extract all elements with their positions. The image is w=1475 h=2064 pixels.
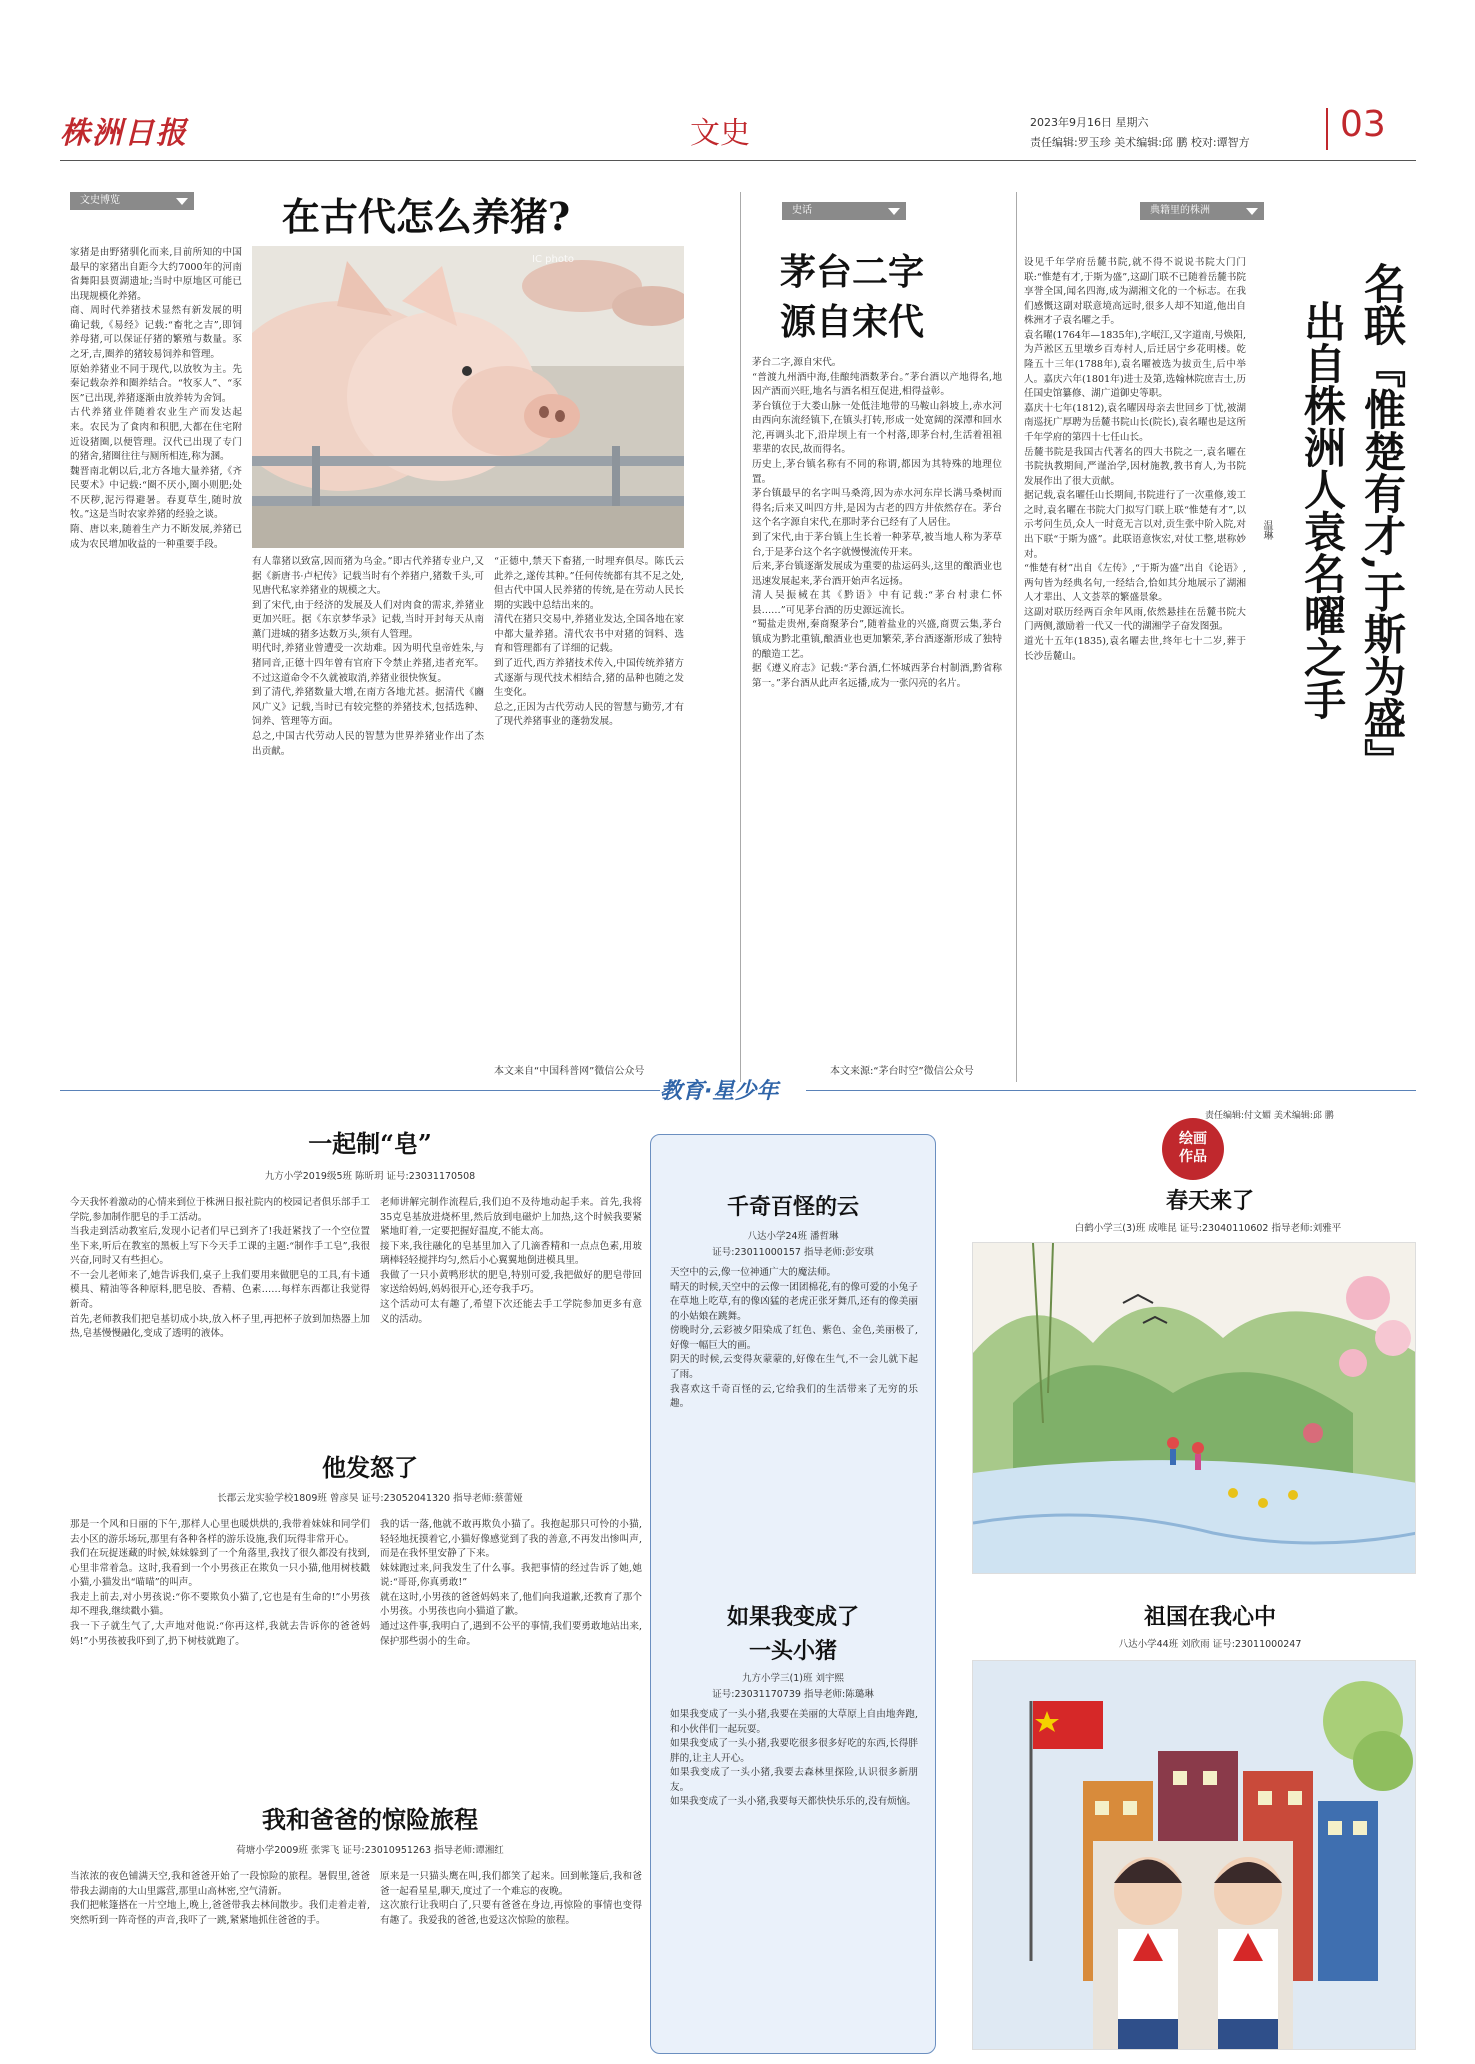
edu-brand [660,1074,800,1106]
trip-essay-col1: 当浓浓的夜色铺满天空,我和爸爸开始了一段惊险的旅程。暑假里,爸爸带我去湖南的大山里露营,那里山高林密,空气清新。 我们把帐篷搭在一片空地上,晚上,爸爸带我去林间散步。我们走着走着,突然听到一阵奇怪的声音,我吓了一跳,紧紧地抓住爸爸的手。 [70,1871,370,1926]
spring-art-byline: 白鹤小学三(3)班 成唯昆 证号:23040110602 指导老师:刘雅平 [1074,1223,1342,1234]
clouds-essay-body: 天空中的云,像一位神通广大的魔法师。 晴天的时候,天空中的云像一团团棉花,有的像可爱的小兔子在草地上吃草,有的像凶猛的老虎正张牙舞爪,还有的像美丽的小姑娘在跳舞。 傍晚时分,云彩被夕阳染成了红色、紫色、金色,美丽极了,好像一幅巨大的画。 阴天的时候,云变得灰蒙蒙的,好像在生气,不一会儿就下起了雨。 我喜欢这千奇百怪的云,它给我们的生活带来了无穷的乐趣。 [670,1267,918,1410]
yuan-title-col2: 出自株洲人袁名曜之手 [1298,300,1347,720]
section-tag-dianji [1140,202,1264,220]
column-divider-2 [1016,192,1017,1082]
header-editors: 责任编辑:罗玉珍 美术编辑:邱 鹏 校对:谭智方 [1030,136,1250,149]
masthead-logo-text: 株洲日报 [60,116,188,151]
pig-article-source: 本文来自“中国科普网”微信公众号 [494,1066,645,1077]
masthead-logo [60,108,230,151]
pig-article-col3: “正德中,禁天下畜猪,一时埋弃俱尽。陈氏云此养之,遂传其种。”任何传统都有其不足之处,但古代中国人民养猪的传统,是在劳动人民长期的实践中总结出来的。 清代在猪只交易中,养猪业发达,全国各地在家中都大量养猪。清代农书中对猪的饲料、选育和管理都有了详细的记载。 到了近代,西方养猪技术传入,中国传统养猪方式逐渐与现代技术相结合,猪的品种也随之发生变化。 总之,正因为古代劳动人民的智慧与勤劳,才有了现代养猪事业的蓬勃发展。 [494,556,684,728]
edu-rule-right [806,1090,1416,1091]
clouds-essay-byline1: 八达小学24班 潘哲琳 [747,1231,839,1242]
pig-article-col1: 家猪是由野猪驯化而来,目前所知的中国最早的家猪出自距今大约7000年的河南省舞阳县贾湖遗址;当时中原地区可能已出现规模化养猪。 商、周时代养猪技术显然有新发展的明确记载,《易经》记载:“畜牝之吉”,即饲养母猪,可以保证仔猪的繁殖与数量。豕之牙,吉,圈养的猪较易饲养和管理。 原始养猪业不同于现代,以放牧为主。先秦记载杂养和圈养结合。“牧豕人”、“豕医”已出现,养猪逐渐由放养转为舍饲。 古代养猪业伴随着农业生产而发达起来。农民为了食肉和积肥,大都在住宅附近设猪圈,以便管理。汉代已出现了专门的猪舍,猪圈往往与厕所相连,称为溷。 魏晋南北朝以后,北方各地大量养猪,《齐民要术》中记载:“圈不厌小,圈小则肥;处不厌秽,泥污得避暑。春夏草生,随时放牧。”这是当时农家养猪的经验之谈。 隋、唐以来,随着生产力不断发展,养猪已成为农民增加收益的一种重要手段。 [70,247,242,550]
clouds-essay-byline2: 证号:23011000157 指导老师:彭安琪 [712,1247,874,1258]
section-tag-wenshi [70,192,194,210]
trip-essay-byline: 荷塘小学2009班 张霁飞 证号:23010951263 指导老师:谭湘红 [236,1845,504,1856]
soap-essay-col1: 今天我怀着激动的心情来到位于株洲日报社院内的校园记者俱乐部手工学院,参加制作肥皂的手工活动。 当我走到活动教室后,发现小记者们早已到齐了!我赶紧找了一个空位置坐下来,听后在教室的黑板上写下今天手工课的主题:“制作手工皂”,我很兴奋,同时又有些担心。 不一会儿老师来了,她告诉我们,桌子上我们要用来做肥皂的工具,有卡通模具、精油等各种原料,肥皂胶、香精、色素……每样东西都让我觉得新奇。 首先,老师教我们把皂基切成小块,放入杯子里,再把杯子放到加热器上加热,皂基慢慢融化,变成了透明的液体。 [70,1197,370,1340]
maotai-title-line2: 源自宋代 [779,301,924,343]
pigpoem-byline1: 九方小学三(1)班 刘宇熙 [742,1673,844,1684]
maotai-article-source: 本文来源:“茅台时空”微信公众号 [830,1066,974,1077]
clouds-essay-title: 千奇百怪的云 [726,1194,859,1220]
yuan-author: 温琳 [1261,520,1272,540]
pig-photo [252,246,684,548]
pig-photo-illustration [252,246,684,548]
angry-essay-col1: 那是一个风和日丽的下午,那样人心里也暖烘烘的,我带着妹妹和同学们去小区的游乐场玩,那里有各种各样的游乐设施,我们玩得非常开心。 我们在玩捉迷藏的时候,妹妹躲到了一个角落里,我找了很久都没有找到,心里非常着急。这时,我看到一个小男孩正在欺负一只小猫,他用树枝戳小猫,小猫发出“喵喵”的叫声。 我走上前去,对小男孩说:“你不要欺负小猫了,它也是有生命的!”小男孩却不理我,继续戳小猫。 我一下子就生气了,大声地对他说:“你再这样,我就去告诉你的爸爸妈妈!”小男孩被我吓到了,扔下树枝就跑了。 [70,1519,370,1647]
angry-essay-title: 他发怒了 [322,1453,418,1482]
column-divider-1 [740,192,741,1082]
soap-essay-title: 一起制“皂” [308,1129,432,1158]
photo-watermark: IC photo [532,254,574,265]
motherland-drawing [972,1660,1416,2050]
motherland-drawing-illustration [973,1661,1416,2050]
soap-essay-col2: 老师讲解完制作流程后,我们迫不及待地动起手来。首先,我将35克皂基放进烧杯里,然后放到电磁炉上加热,这个时候我要紧紧地盯着,一定要把握好温度,不能太高。 接下来,我往融化的皂基里加入了几滴香精和一点点色素,用玻璃棒轻轻搅拌均匀,然后小心翼翼地倒进模具里。 我做了一只小黄鸭形状的肥皂,特别可爱,我把做好的肥皂带回家送给妈妈,妈妈很开心,还夸我手巧。 这个活动可太有趣了,希望下次还能去手工学院参加更多有意义的活动。 [380,1197,642,1325]
yuan-title-col1: 名联『惟楚有才,于斯为盛』 [1358,262,1407,781]
section-tag-label: 文史博览 [80,195,120,206]
art-works-badge [1162,1118,1224,1180]
header-date: 2023年9月16日 星期六 [1030,116,1149,129]
spring-drawing [972,1242,1416,1574]
china-art-byline: 八达小学44班 刘欣雨 证号:23011000247 [1118,1639,1302,1650]
section-tag-label: 史话 [792,205,812,216]
section-tag-label: 典籍里的株洲 [1150,205,1210,216]
header-divider [1326,108,1328,150]
pig-article-col2: 有人靠猪以致富,因而猪为乌金。”即古代养猪专业户,又据《新唐书·卢杞传》记载当时有个养猪户,猪数千头,可见唐代私家养猪业的规模之大。 到了宋代,由于经济的发展及人们对肉食的需求,养猪业更加兴旺。据《东京梦华录》记载,当时开封每天从南薰门进城的猪多达数万头,须有人管理。 明代时,养猪业曾遭受一次劫难。因为明代皇帝姓朱,与猪同音,正德十四年曾有官府下令禁止养猪,违者充军。不过这道命令不久就被取消,养猪业很快恢复。 到了清代,养猪数量大增,在南方各地尤甚。据清代《豳风广义》记载,当时已有较完整的养猪技术,包括选种、饲养、管理等方面。 总之,中国古代劳动人民的智慧为世界养猪业作出了杰出贡献。 [252,556,484,757]
pig-article-title: 在古代怎么养猪? [281,194,571,239]
edu-editors: 责任编辑:付文媚 美术编辑:邱 鹏 [1205,1111,1334,1121]
trip-essay-title: 我和爸爸的惊险旅程 [262,1805,478,1834]
pigpoem-title-line1: 如果我变成了 [726,1604,859,1630]
angry-essay-byline: 长郡云龙实验学校1809班 曾彦昊 证号:23052041320 指导老师:蔡蕾娅 [217,1493,523,1504]
pigpoem-byline2: 证号:23031170739 指导老师:陈璐琳 [712,1689,874,1700]
header-rule [60,160,1416,161]
angry-essay-col2: 我的话一落,他就不敢再欺负小猫了。我抱起那只可怜的小猫,轻轻地抚摸着它,小猫好像感觉到了我的善意,不再发出惨叫声,而是在我怀里安静了下来。 妹妹跑过来,问我发生了什么事。我把事情的经过告诉了她,她说:“哥哥,你真勇敢!” 就在这时,小男孩的爸爸妈妈来了,他们向我道歉,还教育了那个小男孩。小男孩也向小猫道了歉。 通过这件事,我明白了,遇到不公平的事情,我们要勇敢地站出来,保护那些弱小的生命。 [380,1519,642,1647]
edu-rule-left [60,1090,660,1091]
section-tag-shihua [782,202,906,220]
art-badge-line2: 作品 [1179,1149,1207,1165]
pigpoem-body: 如果我变成了一头小猪,我要在美丽的大草原上自由地奔跑,和小伙伴们一起玩耍。 如果我变成了一头小猪,我要吃很多很多好吃的东西,长得胖胖的,让主人开心。 如果我变成了一头小猪,我要去森林里探险,认识很多新朋友。 如果我变成了一头小猪,我要每天都快快乐乐的,没有烦恼。 [670,1709,918,1808]
maotai-article-body: 茅台二字,源自宋代。 “普渡九州酒中海,佳酿纯酒数茅台。”茅台酒以产地得名,地因产酒而兴旺,地名与酒名相互促进,相得益彰。 茅台镇位于大娄山脉一处低洼地带的马鞍山斜坡上,赤水河由西向东流经镇下,在镇头打转,形成一处宽阔的深潭和回水沱,再调头北下,沿岸坝上有一个村落,即茅台村,生活着祖祖辈辈的农民,故而得名。 历史上,茅台镇名称有不同的称谓,都因为其特殊的地理位置。 茅台镇最早的名字叫马桑湾,因为赤水河东岸长满马桑树而得名;后来又叫四方井,是因为古老的四方井依然存在。茅台这个名字源自宋代,在那时茅台已经有了人居住。 到了宋代,由于茅台镇上生长着一种茅草,被当地人称为茅草台,于是茅台这个名字就慢慢流传开来。 后来,茅台镇逐渐发展成为重要的盐运码头,这里的酿酒业也迅速发展起来,茅台酒开始声名远扬。 清人吴振棫在其《黔语》中有记载:“茅台村隶仁怀县……”可见茅台酒的历史源远流长。 “蜀盐走贵州,秦商聚茅台”,随着盐业的兴盛,商贾云集,茅台镇成为黔北重镇,酿酒业也更加繁荣,茅台酒逐渐形成了独特的酿造工艺。 据《遵义府志》记载:“茅台酒,仁怀城西茅台村制酒,黔省称第一。”茅台酒从此声名远播,成为一张闪亮的名片。 [752,357,1002,689]
spring-art-title: 春天来了 [1165,1188,1254,1214]
yuan-article-body: 设见千年学府岳麓书院,就不得不说说书院大门门联:“惟楚有才,于斯为盛”,这副门联不已随着岳麓书院享誉全国,闻名四海,成为湖湘文化的一个标志。在我们感慨这副对联意境高远时,很多人却不知道,他出自株洲才子袁名曜之手。 袁名曜(1764年—1835年),字岷江,又字道南,号焕阳,为芦淞区五里墩乡百寿村人,后迁居宁乡花明楼。乾隆五十三年(1788年),袁名曜被选为拔贡生,后中举人。嘉庆六年(1801年)进士及第,选翰林院庶吉士,历任国史馆纂修、湖广道御史等职。 嘉庆十七年(1812),袁名曜因母亲去世回乡丁忧,被湖南巡抚广厚聘为岳麓书院山长(院长),袁名曜也是这所千年学府的第四十七任山长。 岳麓书院是我国古代著名的四大书院之一,袁名曜在书院执教期间,严谨治学,因材施教,教书育人,为书院发展作出了很大贡献。 据记载,袁名曜任山长期间,书院进行了一次重修,竣工之时,袁名曜在书院大门拟写门联上联“惟楚有才”,以示考问生员,众人一时竟无言以对,贡生张中阶入院,对出下联“于斯为盛”。此联语意恢宏,对仗工整,堪称妙对。 “惟楚有材”出自《左传》,“于斯为盛”出自《论语》,两句皆为经典名句,一经结合,恰如其分地展示了湖湘人才辈出、人文荟萃的繁盛景象。 这副对联历经两百余年风雨,依然悬挂在岳麓书院大门两侧,激励着一代又一代的湖湘学子奋发图强。 道光十五年(1835),袁名曜去世,终年七十二岁,葬于长沙岳麓山。 [1024,257,1246,662]
section-title: 文史 [690,116,750,151]
china-art-title: 祖国在我心中 [1143,1604,1276,1630]
soap-essay-byline: 九方小学2019级5班 陈昕玥 证号:23031170508 [264,1171,476,1182]
edu-brand-text: 教育·星少年 [660,1079,779,1104]
art-badge-line1: 绘画 [1179,1131,1207,1147]
pigpoem-title-line2: 一头小猪 [748,1638,837,1664]
page-number: 03 [1340,104,1386,145]
maotai-title-line1: 茅台二字 [779,251,924,293]
trip-essay-col2: 原来是一只猫头鹰在叫,我们都笑了起来。回到帐篷后,我和爸爸一起看星星,聊天,度过了一个难忘的夜晚。 这次旅行让我明白了,只要有爸爸在身边,再惊险的事情也变得有趣了。我爱我的爸爸,也爱这次惊险的旅程。 [380,1871,642,1926]
spring-drawing-illustration [973,1243,1416,1574]
